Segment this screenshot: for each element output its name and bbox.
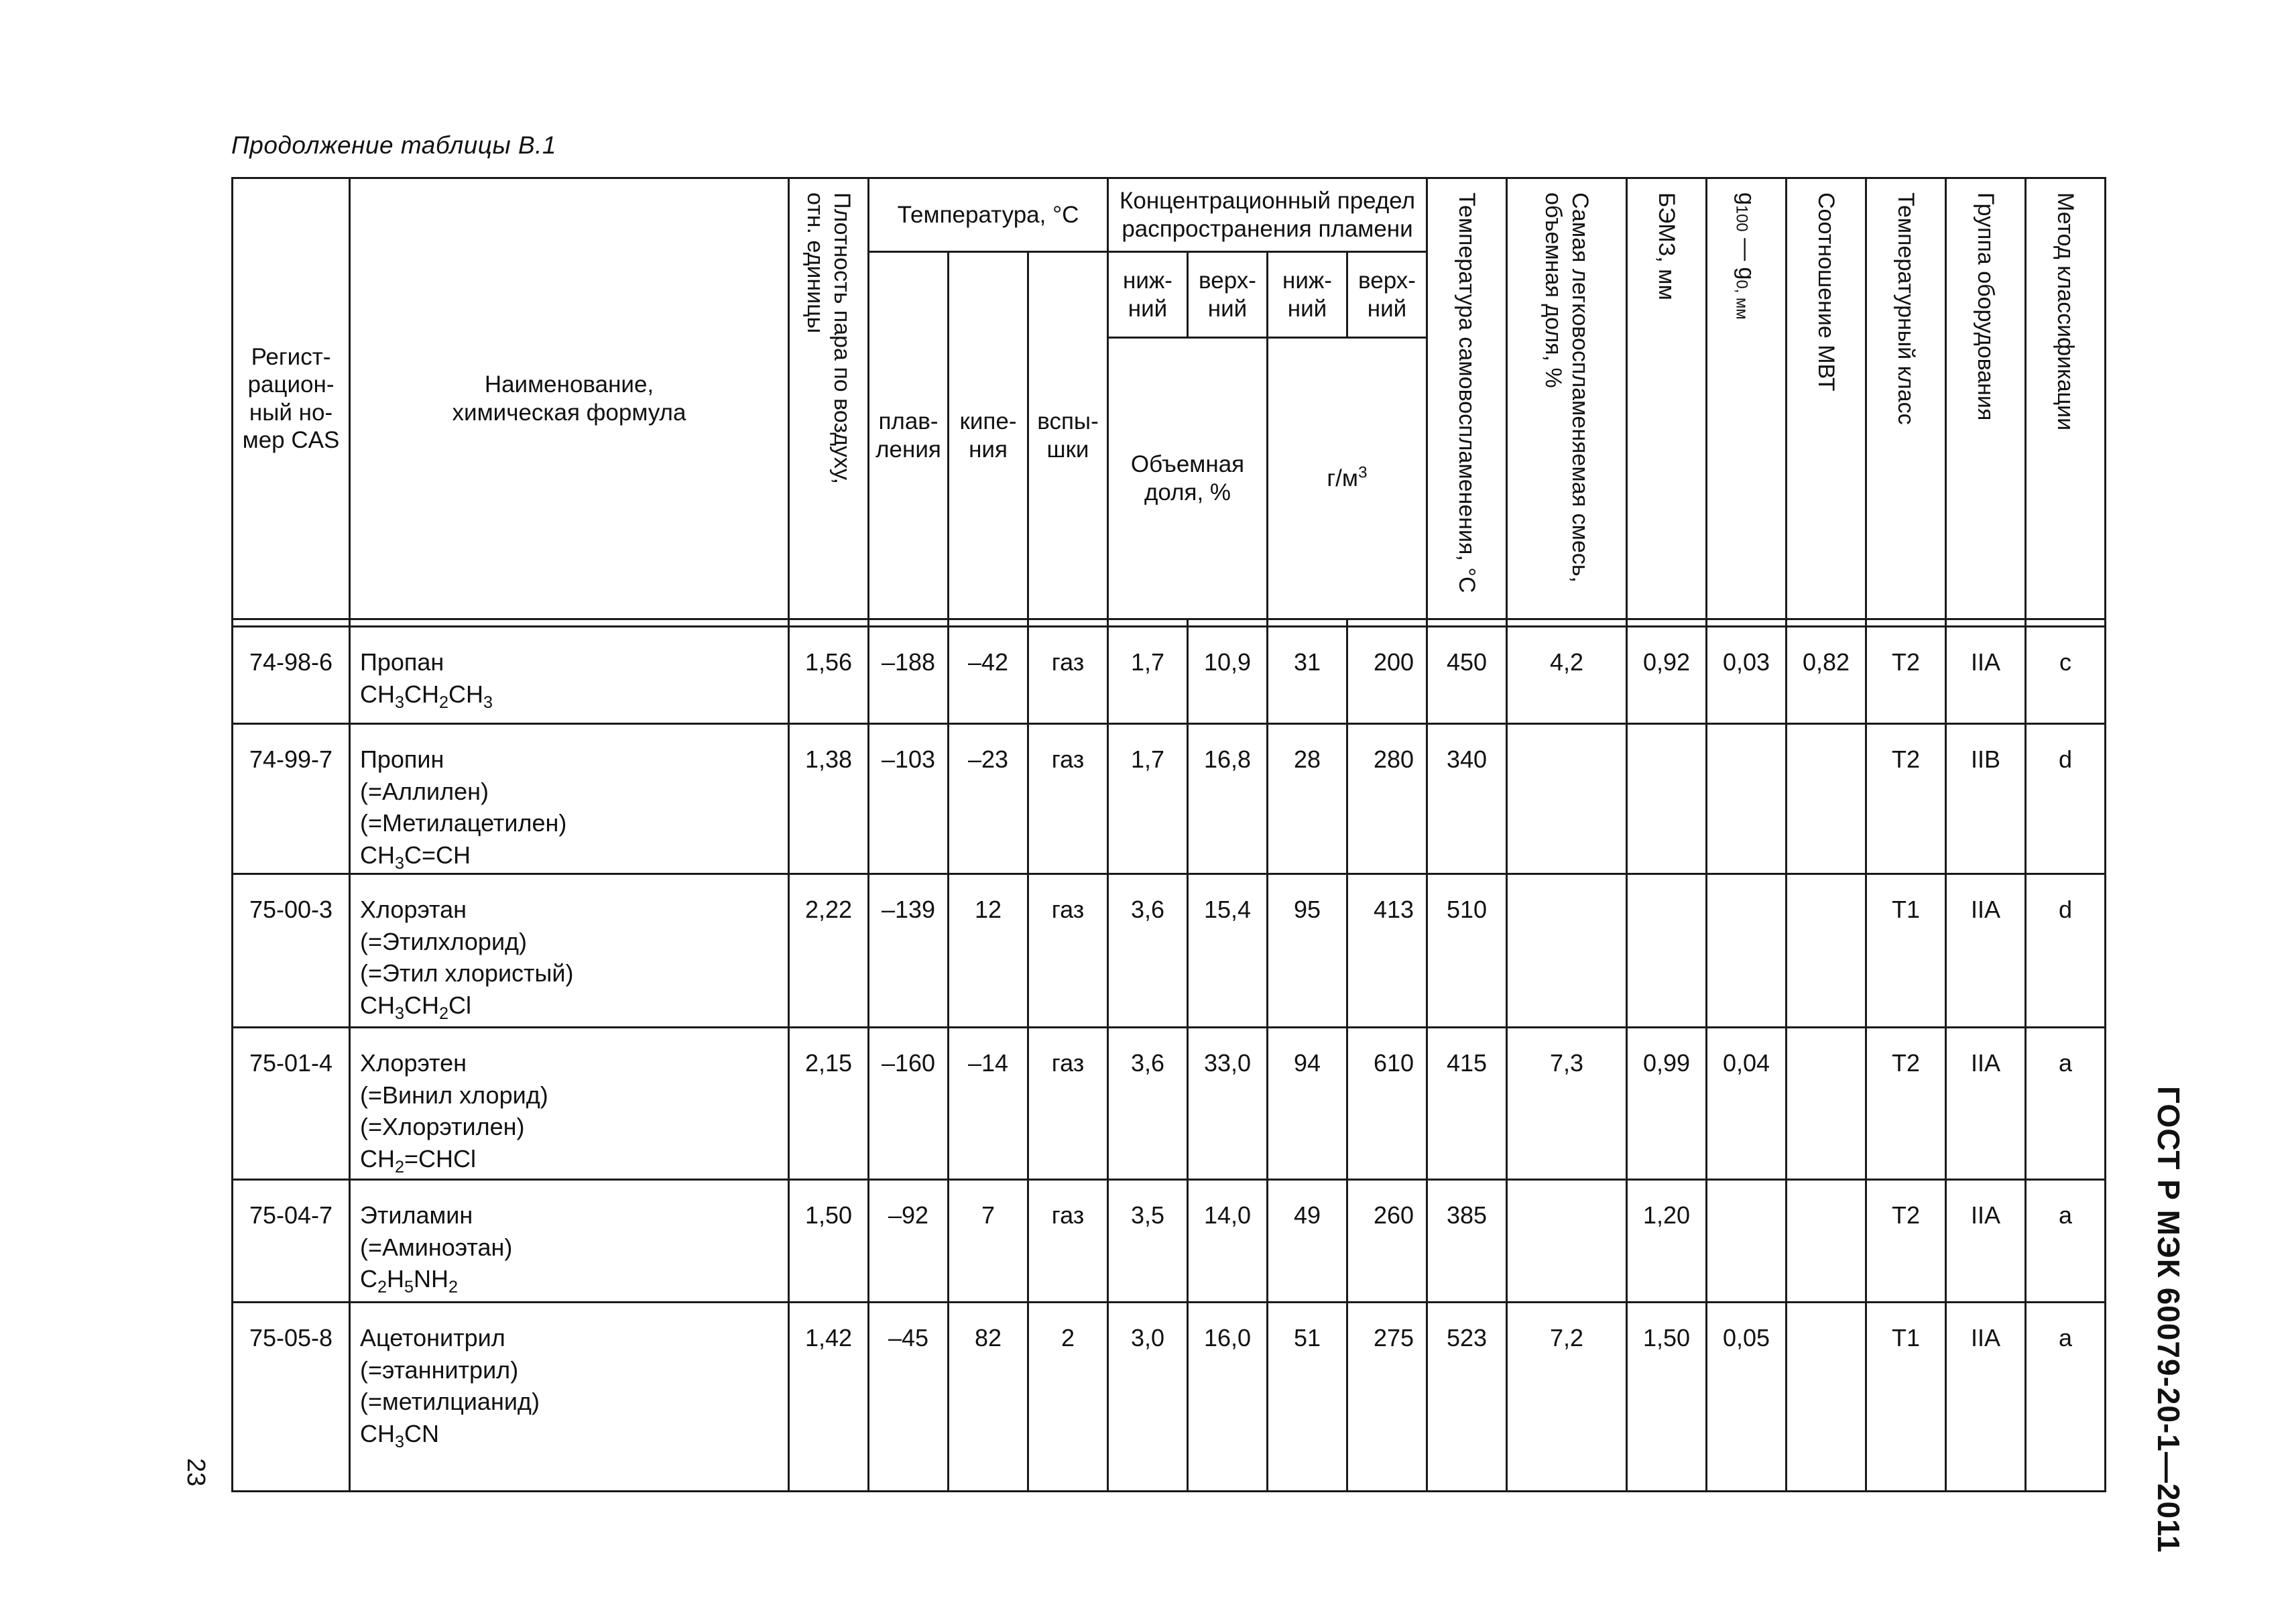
header-upper-vol: верх- ний <box>1188 252 1268 338</box>
cell-flash: газ <box>1028 874 1108 1028</box>
header-temp-class: Температурный класс <box>1866 178 1946 619</box>
chemical-formula: $CH_2=CHCl$ <box>360 1144 477 1177</box>
cell-g-difference: 0,04 <box>1707 1028 1787 1180</box>
cell-mixture <box>1507 1180 1627 1303</box>
table-caption: Продолжение таблицы В.1 <box>231 131 557 159</box>
header-method: Метод классификации <box>2026 178 2106 619</box>
name-line: Этиламин <box>360 1201 473 1229</box>
cell-density: 1,42 <box>789 1303 869 1492</box>
table-row <box>233 1180 2106 1303</box>
cell-melting: –45 <box>869 1303 949 1492</box>
cell-lower-g: 94 <box>1268 1028 1347 1180</box>
cell-g-difference <box>1707 724 1787 874</box>
cell-name <box>350 1303 789 1492</box>
cell-name <box>350 874 789 1028</box>
header-flash: вспы- шки <box>1028 252 1108 619</box>
header-equipment-group: Группа оборудования <box>1946 178 2026 619</box>
table-row <box>233 1303 2106 1492</box>
chemical-formula: $CH_3CH_2CH_3$ <box>360 680 493 712</box>
name-line: Пропан <box>360 648 444 676</box>
cell-mesg: 1,50 <box>1627 1303 1707 1492</box>
cell-mixture: 4,2 <box>1507 627 1627 724</box>
header-separator <box>233 619 2106 627</box>
cell-method: a <box>2026 1028 2106 1180</box>
cell-autoignition: 385 <box>1427 1180 1507 1303</box>
name-line: Пропин <box>360 745 444 773</box>
cell-temp-class: Т2 <box>1866 1028 1946 1180</box>
cell-equipment-group: IIB <box>1946 724 2026 874</box>
header-g-difference: $g_{100}$ — $g_{0, мм}$ <box>1707 178 1787 619</box>
table-row <box>233 1028 2106 1180</box>
cell-g-difference: 0,03 <box>1707 627 1787 724</box>
name-line: Хлорэтан <box>360 896 467 923</box>
name-line: (=Хлорэтилен) <box>360 1113 525 1141</box>
cell-boiling: 82 <box>949 1303 1028 1492</box>
chemical-formula: $CH_3C=CH$ <box>360 841 471 873</box>
chemical-formula: $CH_3CN$ <box>360 1419 440 1451</box>
cell-method: a <box>2026 1303 2106 1492</box>
cell-mic-ratio <box>1787 874 1866 1028</box>
cell-upper-vol: 10,9 <box>1188 627 1268 724</box>
cell-lower-vol: 1,7 <box>1108 724 1188 874</box>
header-temperature: Температура, °С <box>869 178 1108 252</box>
cell-temp-class: Т2 <box>1866 627 1946 724</box>
cell-name <box>350 1028 789 1180</box>
cell-boiling: –42 <box>949 627 1028 724</box>
page-number: 23 <box>182 1458 210 1487</box>
header-upper-g: верх- ний <box>1347 252 1427 338</box>
header-gm3: $г/м^3$ <box>1268 338 1427 619</box>
cell-lower-vol: 1,7 <box>1108 627 1188 724</box>
header-melting: плав- ления <box>869 252 949 619</box>
cell-melting: –92 <box>869 1180 949 1303</box>
name-line: (=этаннитрил) <box>360 1356 519 1384</box>
cell-upper-g: 200 <box>1347 627 1427 724</box>
name-line: (=Винил хлорид) <box>360 1081 548 1109</box>
cell-density: 1,38 <box>789 724 869 874</box>
cell-temp-class: Т2 <box>1866 724 1946 874</box>
cell-temp-class: Т2 <box>1866 1180 1946 1303</box>
header-lower-vol: ниж- ний <box>1108 252 1188 338</box>
cell-equipment-group: IIA <box>1946 1028 2026 1180</box>
cell-g-difference <box>1707 874 1787 1028</box>
cell-mic-ratio <box>1787 1303 1866 1492</box>
table-body <box>233 627 2106 1492</box>
cell-name <box>350 627 789 724</box>
cell-autoignition: 415 <box>1427 1028 1507 1180</box>
cell-mic-ratio: 0,82 <box>1787 627 1866 724</box>
cell-flash: газ <box>1028 1028 1108 1180</box>
document-title: ГОСТ Р МЭК 60079-20-1—2011 <box>2151 1086 2186 1553</box>
cell-autoignition: 523 <box>1427 1303 1507 1492</box>
cell-density: 2,22 <box>789 874 869 1028</box>
cell-mixture: 7,3 <box>1507 1028 1627 1180</box>
cell-melting: –188 <box>869 627 949 724</box>
cell-flash: газ <box>1028 1180 1108 1303</box>
header-density: Плотность пара по воздуху, отн. единицы <box>789 178 869 619</box>
cell-cas: 75-04-7 <box>233 1180 350 1303</box>
cell-mesg: 1,20 <box>1627 1180 1707 1303</box>
cell-upper-g: 610 <box>1347 1028 1427 1180</box>
cell-flash: газ <box>1028 627 1108 724</box>
cell-cas: 75-00-3 <box>233 874 350 1028</box>
cell-lower-vol: 3,5 <box>1108 1180 1188 1303</box>
cell-equipment-group: IIA <box>1946 1180 2026 1303</box>
cell-name <box>350 1180 789 1303</box>
cell-method: d <box>2026 874 2106 1028</box>
name-line: (=метилцианид) <box>360 1388 540 1416</box>
cell-method: c <box>2026 627 2106 724</box>
cell-lower-g: 31 <box>1268 627 1347 724</box>
header-name: Наименование, химическая формула <box>350 178 789 619</box>
name-line: (=Аминоэтан) <box>360 1233 513 1261</box>
cell-g-difference: 0,05 <box>1707 1303 1787 1492</box>
cell-upper-g: 280 <box>1347 724 1427 874</box>
cell-upper-vol: 15,4 <box>1188 874 1268 1028</box>
header-mesg: БЭМЗ, мм <box>1627 178 1707 619</box>
cell-g-difference <box>1707 1180 1787 1303</box>
cell-autoignition: 510 <box>1427 874 1507 1028</box>
cell-mesg <box>1627 874 1707 1028</box>
cell-upper-vol: 33,0 <box>1188 1028 1268 1180</box>
cell-upper-g: 275 <box>1347 1303 1427 1492</box>
cell-cas: 75-05-8 <box>233 1303 350 1492</box>
cell-mixture <box>1507 874 1627 1028</box>
header-conc-limit: Концентрационный предел распространения пламени <box>1108 178 1427 252</box>
name-line: (=Аллилен) <box>360 777 489 805</box>
cell-mesg: 0,92 <box>1627 627 1707 724</box>
name-line: (=Метилацетилен) <box>360 809 567 837</box>
header-autoignition: Температура самовоспламенения, °С <box>1427 178 1507 619</box>
cell-mic-ratio <box>1787 1028 1866 1180</box>
cell-autoignition: 340 <box>1427 724 1507 874</box>
header-lower-g: ниж- ний <box>1268 252 1347 338</box>
cell-boiling: –14 <box>949 1028 1028 1180</box>
header-boiling: кипе- ния <box>949 252 1028 619</box>
cell-autoignition: 450 <box>1427 627 1507 724</box>
cell-temp-class: Т1 <box>1866 874 1946 1028</box>
cell-flash: 2 <box>1028 1303 1108 1492</box>
cell-boiling: –23 <box>949 724 1028 874</box>
cell-mesg: 0,99 <box>1627 1028 1707 1180</box>
cell-density: 1,50 <box>789 1180 869 1303</box>
cell-flash: газ <box>1028 724 1108 874</box>
cell-boiling: 12 <box>949 874 1028 1028</box>
cell-lower-g: 49 <box>1268 1180 1347 1303</box>
name-line: (=Этил хлористый) <box>360 959 574 987</box>
cell-method: a <box>2026 1180 2106 1303</box>
cell-upper-g: 260 <box>1347 1180 1427 1303</box>
cell-upper-vol: 14,0 <box>1188 1180 1268 1303</box>
name-line: (=Этилхлорид) <box>360 927 528 955</box>
cell-lower-g: 95 <box>1268 874 1347 1028</box>
cell-upper-vol: 16,8 <box>1188 724 1268 874</box>
header-cas: Регист- рацион- ный но- мер CAS <box>233 178 350 619</box>
cell-cas: 74-99-7 <box>233 724 350 874</box>
cell-density: 2,15 <box>789 1028 869 1180</box>
header-volume-fraction: Объемная доля, % <box>1108 338 1268 619</box>
cell-melting: –160 <box>869 1028 949 1180</box>
cell-lower-g: 28 <box>1268 724 1347 874</box>
header-mic-ratio: Соотношение МВТ <box>1787 178 1866 619</box>
cell-upper-g: 413 <box>1347 874 1427 1028</box>
cell-name <box>350 724 789 874</box>
cell-upper-vol: 16,0 <box>1188 1303 1268 1492</box>
table-row <box>233 627 2106 724</box>
cell-method: d <box>2026 724 2106 874</box>
data-table <box>231 177 2106 1492</box>
cell-mic-ratio <box>1787 724 1866 874</box>
chemical-formula: $C_2H_5NH_2$ <box>360 1265 459 1297</box>
cell-lower-vol: 3,0 <box>1108 1303 1188 1492</box>
table-row <box>233 874 2106 1028</box>
chemical-formula: $CH_3CH_2Cl$ <box>360 991 472 1023</box>
cell-mic-ratio <box>1787 1180 1866 1303</box>
cell-cas: 75-01-4 <box>233 1028 350 1180</box>
cell-density: 1,56 <box>789 627 869 724</box>
name-line: Ацетонитрил <box>360 1324 505 1351</box>
cell-mixture: 7,2 <box>1507 1303 1627 1492</box>
header-mixture: Самая легковоспламеняемая смесь, объемная доля, % <box>1507 178 1627 619</box>
table-header <box>233 178 2106 627</box>
cell-cas: 74-98-6 <box>233 627 350 724</box>
cell-lower-vol: 3,6 <box>1108 874 1188 1028</box>
cell-melting: –139 <box>869 874 949 1028</box>
table-row <box>233 724 2106 874</box>
cell-equipment-group: IIA <box>1946 874 2026 1028</box>
cell-boiling: 7 <box>949 1180 1028 1303</box>
cell-mesg <box>1627 724 1707 874</box>
cell-equipment-group: IIA <box>1946 1303 2026 1492</box>
cell-lower-vol: 3,6 <box>1108 1028 1188 1180</box>
cell-temp-class: Т1 <box>1866 1303 1946 1492</box>
name-line: Хлорэтен <box>360 1049 467 1077</box>
cell-equipment-group: IIA <box>1946 627 2026 724</box>
cell-melting: –103 <box>869 724 949 874</box>
cell-mixture <box>1507 724 1627 874</box>
cell-lower-g: 51 <box>1268 1303 1347 1492</box>
